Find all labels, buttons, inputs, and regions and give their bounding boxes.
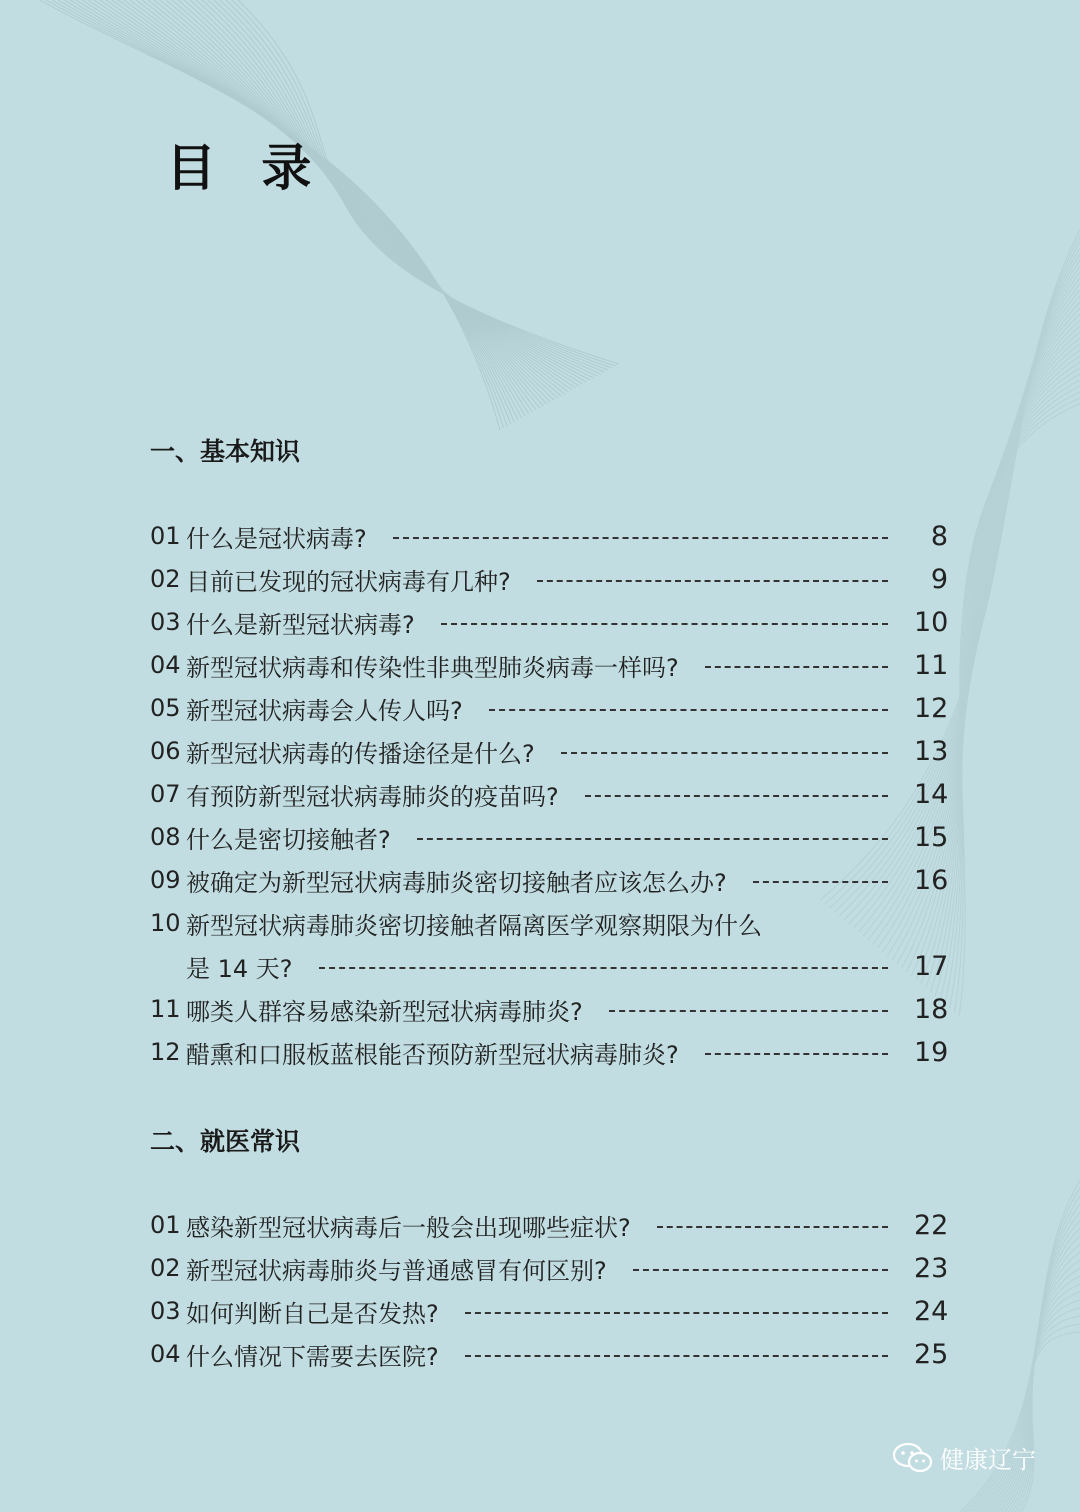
toc-item-title: 如何判断自己是否发热? <box>186 1299 439 1328</box>
page-title: 目 录 <box>166 139 326 197</box>
toc-item-title: 新型冠状病毒和传染性非典型肺炎病毒一样吗? <box>186 653 679 682</box>
toc-item[interactable] <box>150 1032 948 1072</box>
dot-leader <box>489 709 888 711</box>
toc-item[interactable] <box>150 860 948 900</box>
toc-item-page: 8 <box>930 520 948 552</box>
toc-item[interactable] <box>150 1248 948 1288</box>
toc-item-title: 什么是冠状病毒? <box>186 524 367 553</box>
toc-item-page: 18 <box>914 993 949 1025</box>
toc-item-page: 12 <box>914 692 949 724</box>
dot-leader <box>393 537 888 539</box>
toc-item[interactable] <box>150 774 948 814</box>
dot-leader <box>561 752 888 754</box>
toc-item-title: 被确定为新型冠状病毒肺炎密切接触者应该怎么办? <box>186 868 727 897</box>
toc-item-number: 09 <box>150 866 181 894</box>
dot-leader <box>417 838 888 840</box>
toc-item-number: 12 <box>150 1038 181 1066</box>
toc-item[interactable] <box>150 903 948 943</box>
toc-item-page: 15 <box>914 821 949 853</box>
toc-item-number: 02 <box>150 1254 181 1282</box>
toc-item[interactable] <box>150 1334 948 1374</box>
toc-item-page: 19 <box>914 1036 949 1068</box>
toc-item-title: 什么情况下需要去医院? <box>186 1342 439 1371</box>
toc-item-number: 08 <box>150 823 181 851</box>
toc-item-number: 06 <box>150 737 181 765</box>
toc-item-page: 23 <box>914 1252 949 1284</box>
toc-item[interactable] <box>150 602 948 642</box>
toc-item[interactable] <box>150 645 948 685</box>
toc-item-page: 16 <box>914 864 949 896</box>
toc-item-page: 14 <box>914 778 949 810</box>
toc-item-page: 24 <box>914 1295 949 1327</box>
toc-item-title: 目前已发现的冠状病毒有几种? <box>186 567 511 596</box>
toc-item-page: 11 <box>914 649 949 681</box>
toc-item-title: 新型冠状病毒的传播途径是什么? <box>186 739 535 768</box>
toc-item[interactable] <box>150 731 948 771</box>
toc-item[interactable] <box>150 559 948 599</box>
toc-item-number: 10 <box>150 909 181 937</box>
toc-item-number: 04 <box>150 1340 181 1368</box>
toc-item[interactable] <box>150 688 948 728</box>
toc-item-title: 新型冠状病毒肺炎密切接触者隔离医学观察期限为什么 <box>186 911 762 940</box>
toc-item-number: 01 <box>150 522 181 550</box>
dot-leader <box>657 1226 888 1228</box>
dot-leader <box>609 1010 888 1012</box>
toc-item-title: 感染新型冠状病毒后一般会出现哪些症状? <box>186 1213 631 1242</box>
dot-leader <box>585 795 888 797</box>
toc-item-number: 01 <box>150 1211 181 1239</box>
dot-leader <box>753 881 888 883</box>
dot-leader <box>705 666 888 668</box>
toc-item-page: 22 <box>914 1209 949 1241</box>
section-heading-medical-common-sense: 二、就医常识 <box>150 1127 301 1156</box>
toc-item[interactable] <box>150 817 948 857</box>
toc-item-title: 什么是密切接触者? <box>186 825 391 854</box>
toc-item-number: 04 <box>150 651 181 679</box>
dot-leader <box>465 1312 888 1314</box>
toc-item-page: 25 <box>914 1338 949 1370</box>
toc-item-page: 13 <box>914 735 949 767</box>
toc-item-title: 新型冠状病毒肺炎与普通感冒有何区别? <box>186 1256 607 1285</box>
toc-item-title: 醋熏和口服板蓝根能否预防新型冠状病毒肺炎? <box>186 1040 679 1069</box>
toc-item-title: 有预防新型冠状病毒肺炎的疫苗吗? <box>186 782 559 811</box>
toc-item-number: 03 <box>150 608 181 636</box>
toc-item[interactable] <box>150 1291 948 1331</box>
dot-leader <box>441 623 888 625</box>
section-heading-basic-knowledge: 一、基本知识 <box>150 437 301 466</box>
toc-item-title: 新型冠状病毒会人传人吗? <box>186 696 463 725</box>
toc-item[interactable] <box>150 989 948 1029</box>
toc-item-page: 9 <box>930 563 948 595</box>
toc-item-title-continuation: 是 14 天? <box>186 954 293 983</box>
dot-leader <box>633 1269 888 1271</box>
wechat-account-watermark[interactable] <box>892 1440 1036 1475</box>
toc-item-number: 02 <box>150 565 181 593</box>
toc-item-title: 哪类人群容易感染新型冠状病毒肺炎? <box>186 997 583 1026</box>
dot-leader <box>537 580 888 582</box>
dot-leader <box>465 1355 888 1357</box>
dot-leader <box>705 1053 888 1055</box>
watermark-text: 健康辽宁 <box>940 1446 1036 1474</box>
toc-item-page: 17 <box>914 950 949 982</box>
toc-item-title: 什么是新型冠状病毒? <box>186 610 415 639</box>
toc-item-number: 05 <box>150 694 181 722</box>
toc-item-number: 11 <box>150 995 181 1023</box>
dot-leader <box>319 967 888 969</box>
toc-item-continuation[interactable] <box>186 946 948 986</box>
toc-item[interactable] <box>150 516 948 556</box>
toc-item-number: 07 <box>150 780 181 808</box>
wechat-icon <box>892 1441 934 1475</box>
toc-item[interactable] <box>150 1205 948 1245</box>
toc-item-number: 03 <box>150 1297 181 1325</box>
toc-item-page: 10 <box>914 606 949 638</box>
